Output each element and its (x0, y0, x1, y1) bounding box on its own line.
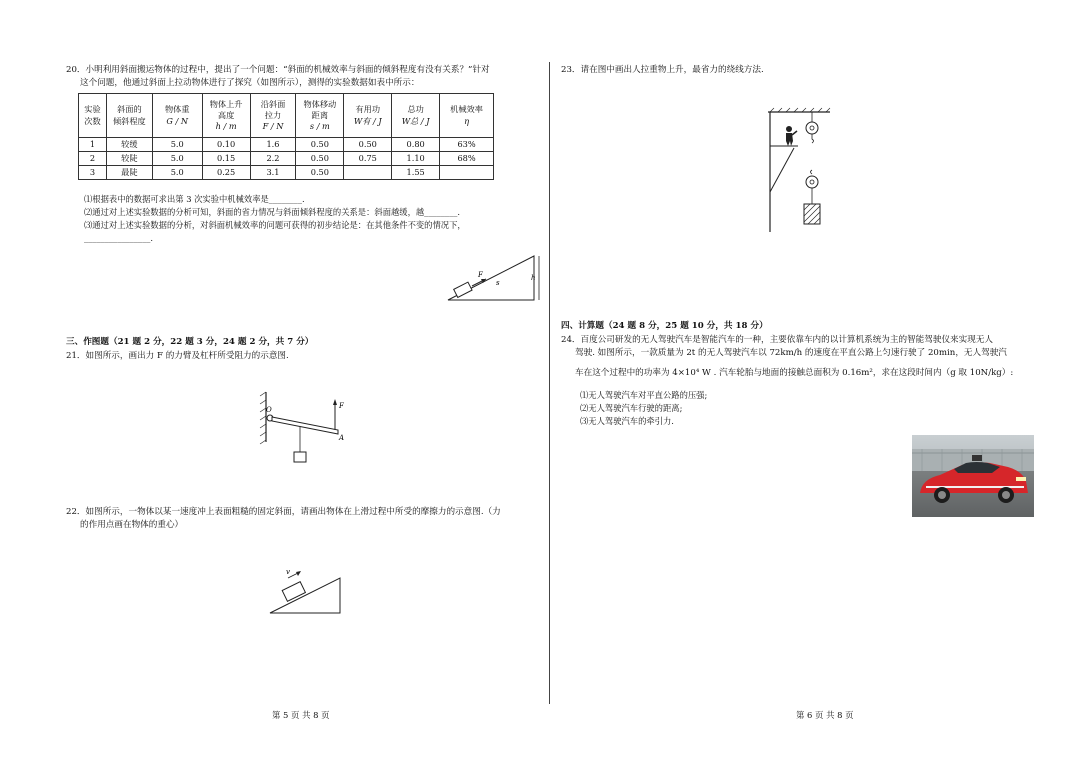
table-row (79, 166, 494, 180)
table-cell: 较陡 (106, 152, 152, 166)
q22-text (66, 506, 546, 533)
table-cell-empty[interactable] (440, 166, 494, 180)
table-cell: 2 (79, 152, 107, 166)
table-cell-empty[interactable] (344, 166, 392, 180)
table-cell: 0.50 (296, 166, 344, 180)
header-cell-distance: 物体移动 距离 s / m (296, 94, 344, 138)
table-cell: 5.0 (152, 166, 202, 180)
label-O: O (266, 406, 272, 414)
table-cell: 最陡 (106, 166, 152, 180)
table-cell: 3 (79, 166, 107, 180)
table-row (79, 152, 494, 166)
q20-subquestions (84, 193, 546, 244)
q20-sub3[interactable]: ⑶通过对上述实验数据的分析，对斜面机械效率的问题可获得的初步结论是：在其他条件不变的情况下， (84, 219, 466, 230)
q20-line2: 这个问题，他通过斜面上拉动物体进行了探究（如图所示），测得的实验数据如表中所示： (80, 78, 420, 89)
q23-text: 23．请在图中画出人拉重物上升，最省力的绕线方法. (561, 65, 764, 75)
table-row (79, 138, 494, 152)
lever-diagram (260, 390, 350, 466)
q21-text: 21．如图所示，画出力 F 的力臂及杠杆所受阻力的示意图. (66, 351, 289, 361)
table-cell: 5.0 (152, 138, 202, 152)
table-cell: 0.10 (202, 138, 250, 152)
header-cell-efficiency: 机械效率 η (440, 94, 494, 138)
hanging-weight (294, 452, 306, 462)
person-figure (786, 126, 797, 146)
header-cell-total-work: 总功 W总 / J (392, 94, 440, 138)
header-cell-weight: 物体重 G / N (152, 94, 202, 138)
header-cell-incline: 斜面的 倾斜程度 (106, 94, 152, 138)
label-h: h (531, 274, 536, 282)
sliding-block (282, 582, 305, 602)
table-cell: 0.50 (296, 152, 344, 166)
table-cell: 较缓 (106, 138, 152, 152)
table-cell: 68% (440, 152, 494, 166)
table-cell: 5.0 (152, 152, 202, 166)
table-cell: 2.2 (250, 152, 296, 166)
pulley-diagram (764, 106, 834, 234)
header-cell-useful-work: 有用功 W有 / J (344, 94, 392, 138)
section3-title: 三、作图题（21 题 2 分，22 题 3 分，24 题 2 分，共 7 分） (66, 337, 314, 347)
q24-line2: 驾驶. 如图所示，一款质量为 2t 的无人驾驶汽车以 72km/h 的速度在平直公路上匀速行驶了 20min，无人驾驶汽 (575, 348, 1007, 359)
q20-text (66, 64, 546, 91)
block-shape (454, 282, 472, 297)
label-A: A (339, 434, 345, 442)
q20-sub2[interactable]: ⑵通过对上述实验数据的分析可知，斜面的省力情况与斜面倾斜程度的关系是：斜面越缓，越________. (84, 206, 461, 217)
header-cell-force: 沿斜面 拉力 F / N (250, 94, 296, 138)
header-cell-height: 物体上升 高度 h / m (202, 94, 250, 138)
q24-text (561, 334, 1041, 380)
incline-friction-diagram (266, 566, 346, 618)
table-cell: 1 (79, 138, 107, 152)
table-cell: 3.1 (250, 166, 296, 180)
q24-line1: 24．百度公司研发的无人驾驶汽车是智能汽车的一种，主要依靠车内的以计算机系统为主的智能驾驶仪来实现无人 (561, 335, 994, 345)
footer-right-page-number: 第 6 页 共 8 页 (796, 710, 854, 720)
label-F: F (478, 271, 483, 279)
q20-sub1[interactable]: ⑴根据表中的数据可求出第 3 次实验中机械效率是________. (84, 194, 305, 204)
movable-pulley (806, 176, 818, 188)
q22-line1: 22．如图所示，一物体以某一速度冲上表面粗糙的固定斜面，请画出物体在上滑过程中所受的摩擦力的示意图.（力 (66, 507, 501, 517)
fixed-pulley (806, 122, 818, 134)
q24-line3: 车在这个过程中的功率为 4×10⁴ W . 汽车轮胎与地面的接触总面积为 0.16m²，求在这段时间内（g 取 10N/kg）: (575, 367, 1014, 378)
table-cell: 1.55 (392, 166, 440, 180)
table-cell: 0.15 (202, 152, 250, 166)
q20-line1: 20．小明利用斜面搬运物体的过程中，提出了一个问题：“斜面的机械效率与斜面的倾斜程度有没有关系？”针对 (66, 65, 490, 75)
label-s: s (496, 279, 500, 287)
table-cell: 0.75 (344, 152, 392, 166)
lever-bar (272, 417, 338, 434)
table-cell: 0.50 (344, 138, 392, 152)
incline-pull-diagram (444, 250, 544, 304)
footer-left-page-number: 第 5 页 共 8 页 (272, 710, 330, 720)
label-v: v (286, 568, 290, 576)
q24-sub3[interactable]: ⑶无人驾驶汽车的牵引力. (580, 415, 674, 426)
q24-sub2[interactable]: ⑵无人驾驶汽车行驶的距离; (580, 402, 683, 413)
q22-line2: 的作用点画在物体的重心） (80, 520, 184, 531)
q20-data-table (78, 93, 494, 180)
q24-subquestions (580, 389, 707, 428)
table-cell: 0.50 (296, 138, 344, 152)
table-cell: 1.10 (392, 152, 440, 166)
section4-title: 四、计算题（24 题 8 分，25 题 10 分，共 18 分） (561, 321, 768, 331)
table-header-row (79, 94, 494, 138)
table-cell: 63% (440, 138, 494, 152)
header-cell-trial: 实验 次数 (79, 94, 107, 138)
table-cell: 0.80 (392, 138, 440, 152)
label-F: F (339, 402, 344, 410)
page-divider (549, 62, 550, 704)
table-cell: 1.6 (250, 138, 296, 152)
q20-sub3-answer[interactable]: ________________. (84, 232, 154, 243)
table-cell: 0.25 (202, 166, 250, 180)
self-driving-car-photo (912, 435, 1034, 517)
q24-sub1[interactable]: ⑴无人驾驶汽车对平直公路的压强; (580, 390, 708, 400)
